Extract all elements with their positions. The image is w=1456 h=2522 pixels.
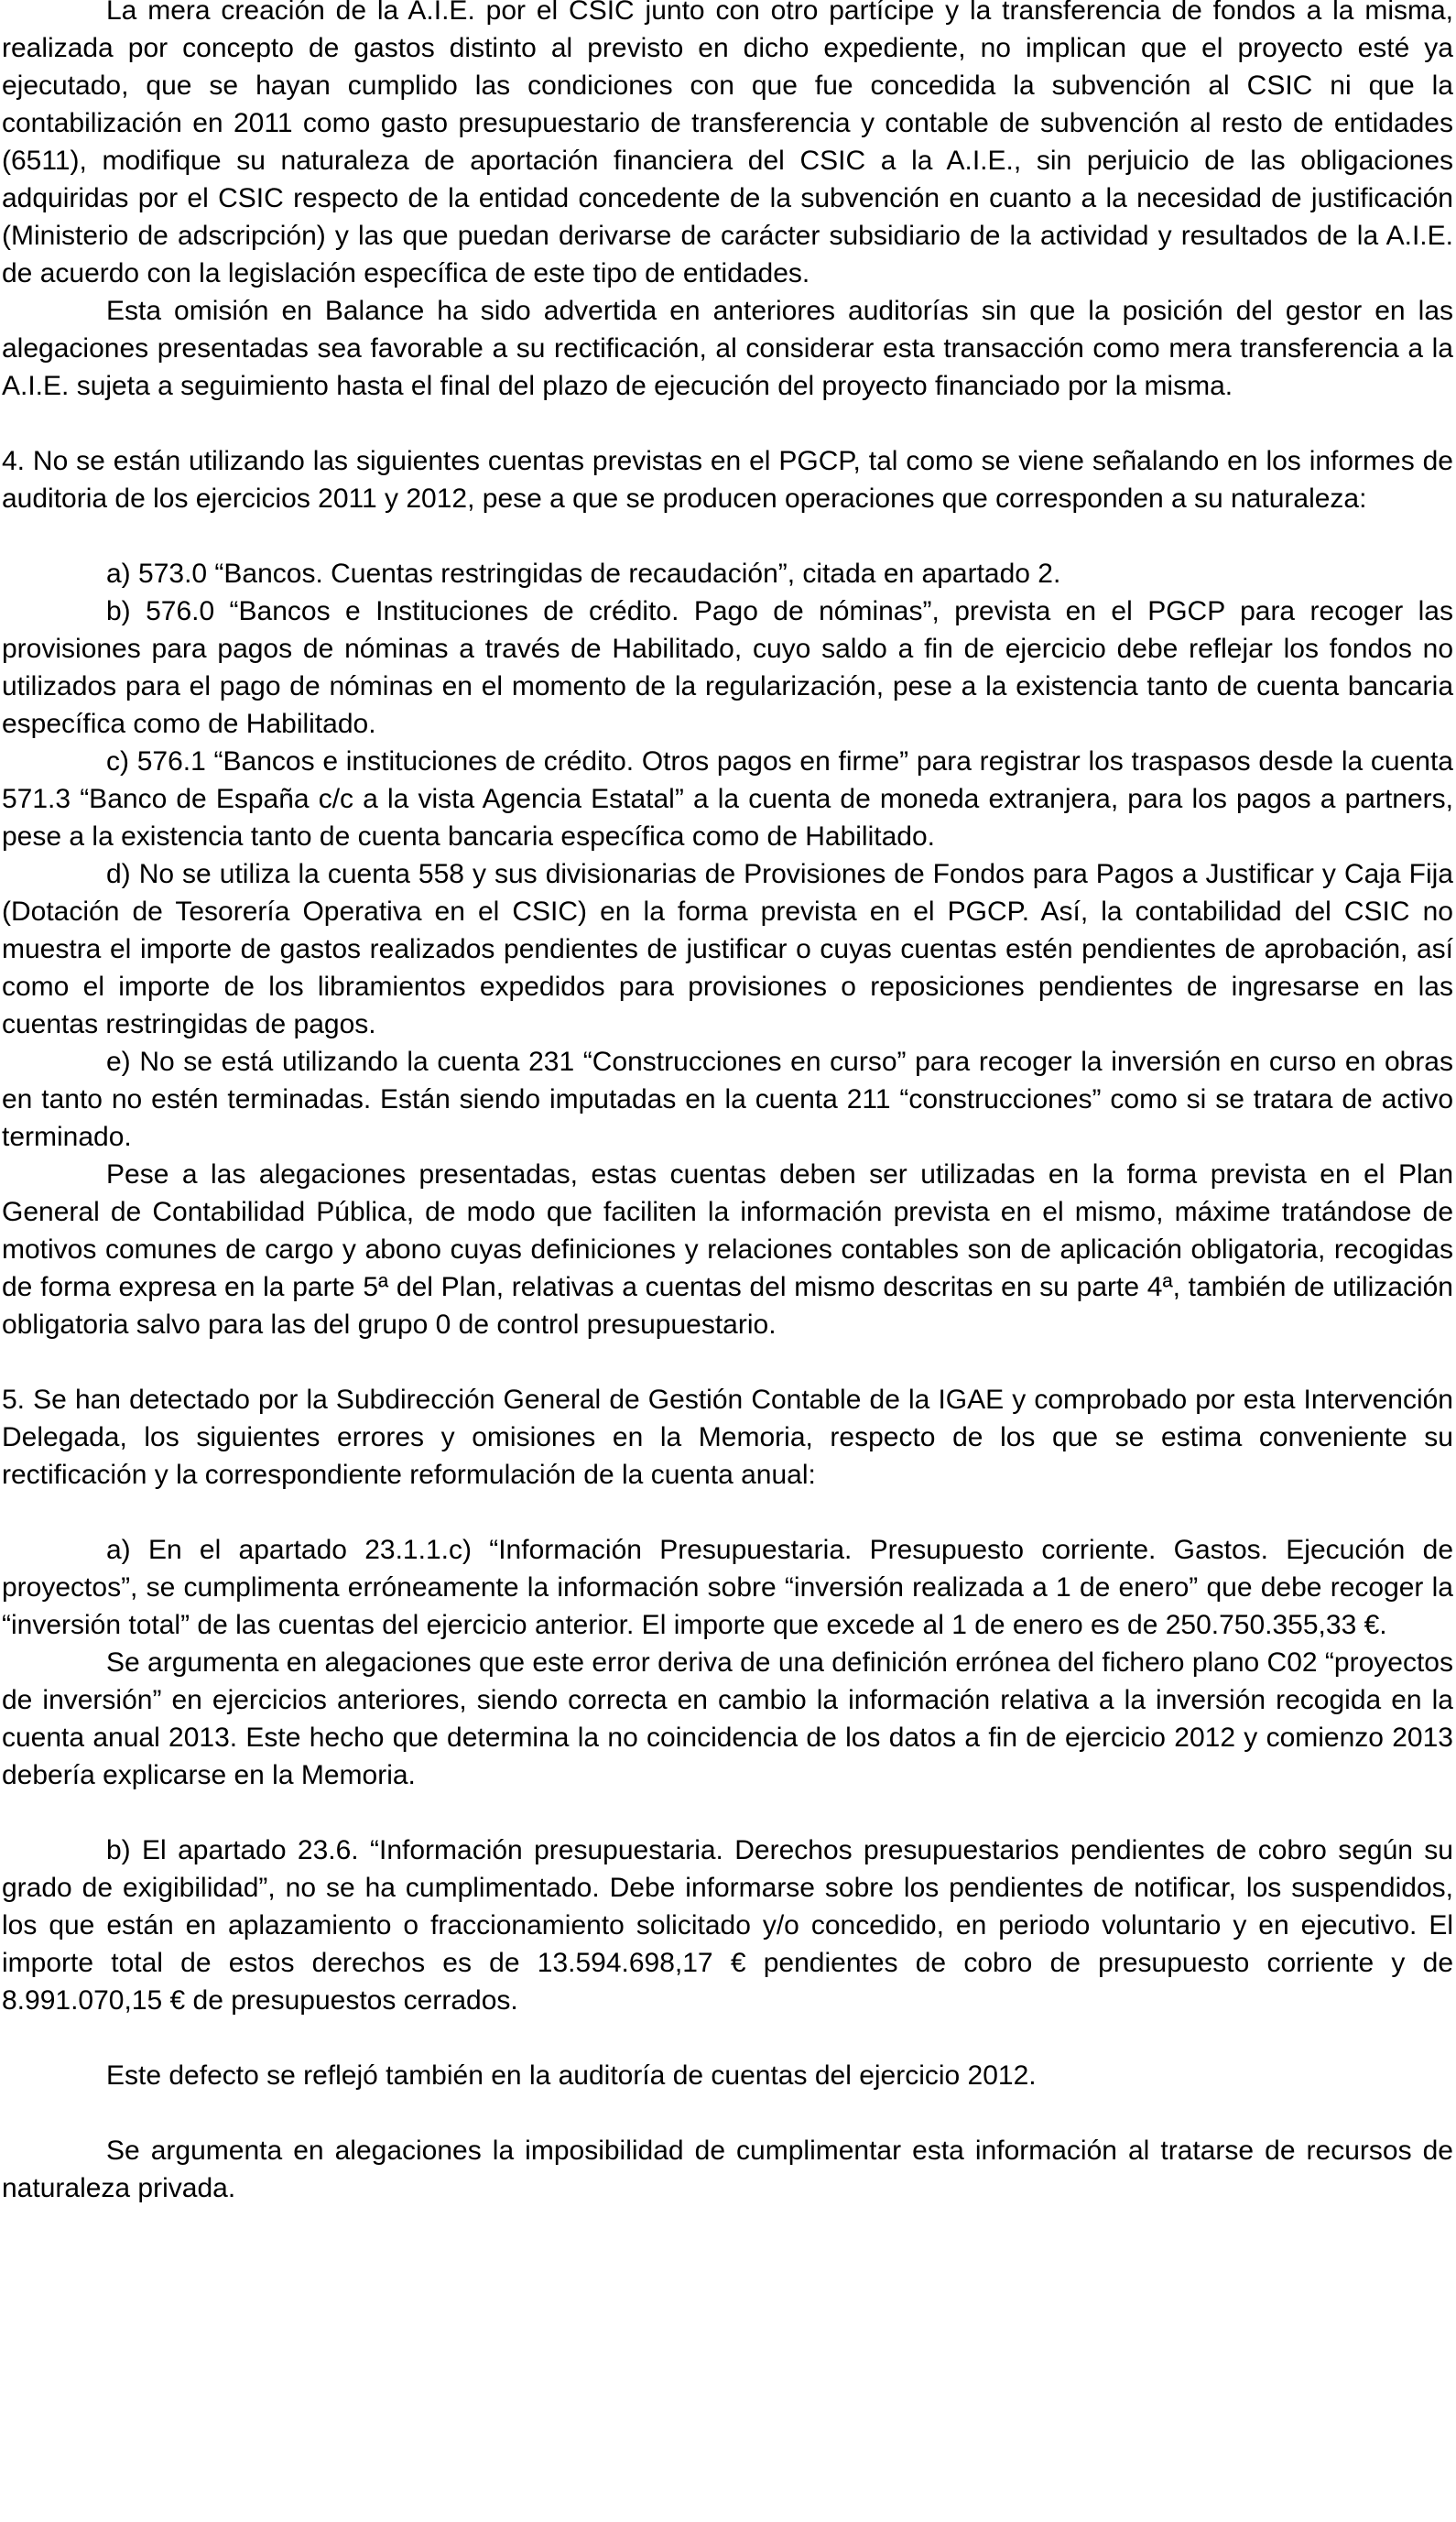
paragraph-point-4-intro: 4. No se están utilizando las siguientes cuentas previstas en el PGCP, tal como se viene señalando en los informes de auditoria de los ejercicios 2011 y 2012, pese a que se producen operaciones que corresponden a su naturaleza: <box>2 446 1453 514</box>
paragraph-point-4b: b) 576.0 “Bancos e Instituciones de crédito. Pago de nóminas”, prevista en el PGCP para recoger las provisiones para pagos de nóminas a través de Habilitado, cuyo saldo a fin de ejercicio debe reflejar los fondos no utilizados para el pago de nóminas en el momento de la regularización, pese a la existencia tanto de cuenta bancaria específica como de Habilitado. <box>2 596 1453 739</box>
paragraph-point-4e: e) No se está utilizando la cuenta 231 “Construcciones en curso” para recoger la inversión en curso en obras en tanto no estén terminadas. Están siendo imputadas en la cuenta 211 “construcciones” como si se tratara de activo terminado. <box>2 1047 1453 1152</box>
blank-line <box>2 1494 1453 1531</box>
blank-line <box>2 517 1453 555</box>
blank-line <box>2 1794 1453 1832</box>
paragraph-point-5b-allegations: Se argumenta en alegaciones la imposibilidad de cumplimentar esta información al tratarse de recursos de naturaleza privada. <box>2 2136 1453 2203</box>
paragraph-aie-creation: La mera creación de la A.I.E. por el CSIC junto con otro partícipe y la transferencia de fondos a la misma, realizada por concepto de gastos distinto al previsto en dicho expediente, no implican que el proyecto esté ya ejecutado, que se hayan cumplido las condiciones con que fue concedida la subvención al CSIC ni que la contabilización en 2011 como gasto presupuestario de transferencia y contable de subvención al resto de entidades (6511), modifique su naturaleza de aportación financiera del CSIC a la A.I.E., sin perjuicio de las obligaciones adquiridas por el CSIC respecto de la entidad concedente de la subvención en cuanto a la necesidad de justificación (Ministerio de adscripción) y las que puedan derivarse de carácter subsidiario de la actividad y resultados de la A.I.E. de acuerdo con la legislación específica de este tipo de entidades. <box>2 0 1453 288</box>
document-body <box>2 0 1453 2207</box>
paragraph-point-4d: d) No se utiliza la cuenta 558 y sus divisionarias de Provisiones de Fondos para Pagos a Justificar y Caja Fija (Dotación de Tesorería Operativa en el CSIC) en la forma prevista en el PGCP. Así, la contabilidad del CSIC no muestra el importe de gastos realizados pendientes de justificar o cuyas cuentas estén pendientes de aprobación, así como el importe de los libramientos expedidos para provisiones o reposiciones pendientes de ingresarse en las cuentas restringidas de pagos. <box>2 859 1453 1039</box>
blank-line <box>2 405 1453 442</box>
blank-line <box>2 2094 1453 2132</box>
blank-line <box>2 2019 1453 2057</box>
paragraph-point-5a: a) En el apartado 23.1.1.c) “Información Presupuestaria. Presupuesto corriente. Gastos. Ejecución de proyectos”, se cumplimenta erróneamente la información sobre “inversión realizada a 1 de enero” que debe recoger la “inversión total” de las cuentas del ejercicio anterior. El importe que excede al 1 de enero es de 250.750.355,33 €. <box>2 1535 1453 1640</box>
paragraph-point-5a-allegations: Se argumenta en alegaciones que este error deriva de una definición errónea del fichero plano C02 “proyectos de inversión” en ejercicios anteriores, siendo correcta en cambio la información relativa a la inversión recogida en la cuenta anual 2013. Este hecho que determina la no coincidencia de los datos a fin de ejercicio 2012 y comienzo 2013 debería explicarse en la Memoria. <box>2 1647 1453 1790</box>
paragraph-point-4c: c) 576.1 “Bancos e instituciones de crédito. Otros pagos en firme” para registrar los traspasos desde la cuenta 571.3 “Banco de España c/c a la vista Agencia Estatal” a la cuenta de moneda extranjera, para los pagos a partners, pese a la existencia tanto de cuenta bancaria específica como de Habilitado. <box>2 746 1453 852</box>
paragraph-balance-omission: Esta omisión en Balance ha sido advertida en anteriores auditorías sin que la posición del gestor en las alegaciones presentadas sea favorable a su rectificación, al considerar esta transacción como mera transferencia a la A.I.E. sujeta a seguimiento hasta el final del plazo de ejecución del proyecto financiado por la misma. <box>2 296 1453 401</box>
paragraph-point-5b-previous-audit: Este defecto se reflejó también en la auditoría de cuentas del ejercicio 2012. <box>106 2060 1037 2091</box>
paragraph-point-4-conclusion: Pese a las alegaciones presentadas, estas cuentas deben ser utilizadas en la forma prevista en el Plan General de Contabilidad Pública, de modo que faciliten la información prevista en el mismo, máxime tratándose de motivos comunes de cargo y abono cuyas definiciones y relaciones contables son de aplicación obligatoria, recogidas de forma expresa en la parte 5ª del Plan, relativas a cuentas del mismo descritas en su parte 4ª, también de utilización obligatoria salvo para las del grupo 0 de control presupuestario. <box>2 1159 1453 1340</box>
paragraph-point-5-intro: 5. Se han detectado por la Subdirección General de Gestión Contable de la IGAE y comprobado por esta Intervención Delegada, los siguientes errores y omisiones en la Memoria, respecto de los que se estima conveniente su rectificación y la correspondiente reformulación de la cuenta anual: <box>2 1385 1453 1490</box>
paragraph-point-5b: b) El apartado 23.6. “Información presupuestaria. Derechos presupuestarios pendientes de cobro según su grado de exigibilidad”, no se ha cumplimentado. Debe informarse sobre los pendientes de notificar, los suspendidos, los que están en aplazamiento o fraccionamiento solicitado y/o concedido, en periodo voluntario y en ejecutivo. El importe total de estos derechos es de 13.594.698,17 € pendientes de cobro de presupuesto corriente y de 8.991.070,15 € de presupuestos cerrados. <box>2 1835 1453 2016</box>
blank-line <box>2 1343 1453 1381</box>
paragraph-point-4a: a) 573.0 “Bancos. Cuentas restringidas de recaudación”, citada en apartado 2. <box>106 559 1061 589</box>
